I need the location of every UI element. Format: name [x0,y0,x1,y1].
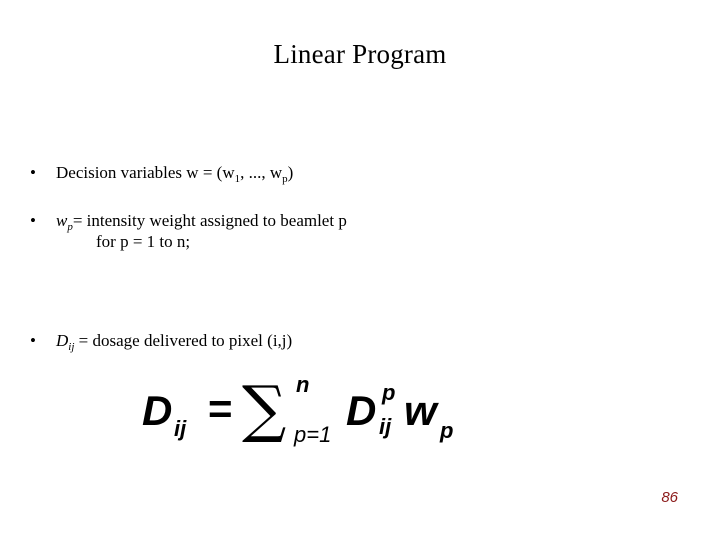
formula-lhs-subscript: ij [174,416,187,441]
summation-lower-limit: p=1 [294,422,332,447]
formula-term-subscript: ij [379,414,392,439]
bullet-decision-variables [30,162,293,183]
bullet-text: Decision variables w = (w [56,163,235,182]
summation-symbol: ∑ [242,372,287,445]
summation-upper-limit: n [296,372,310,397]
slide-title: Linear Program [273,39,447,69]
formula-term-superscript: p [382,380,396,405]
page-number: 86 [661,489,678,506]
formula-weight: w [404,387,437,434]
bullet-text: , ..., w [240,163,283,182]
formula-lhs: D [142,387,173,434]
dosage-formula [142,372,462,462]
bullet-intensity-weight [30,210,347,252]
bullet-marker: • [30,163,36,182]
subscript: 1 [234,173,241,185]
formula-equals: = [208,385,233,432]
formula-term: D [346,387,377,434]
formula-weight-subscript: p [440,418,454,443]
bullet-dosage [30,330,292,351]
variable: D [56,331,69,350]
variable: w [56,211,68,230]
bullet-marker: • [30,211,36,230]
bullet-text: = intensity weight assigned to beamlet p [72,211,347,230]
bullet-text: ) [287,163,294,182]
subscript: p [282,173,288,185]
bullet-marker: • [30,331,36,350]
bullet-text: = dosage delivered to pixel (i,j) [78,331,293,350]
subscript: p [67,221,73,233]
bullet-continuation: for p = 1 to n; [96,232,191,251]
subscript: ij [68,341,75,353]
